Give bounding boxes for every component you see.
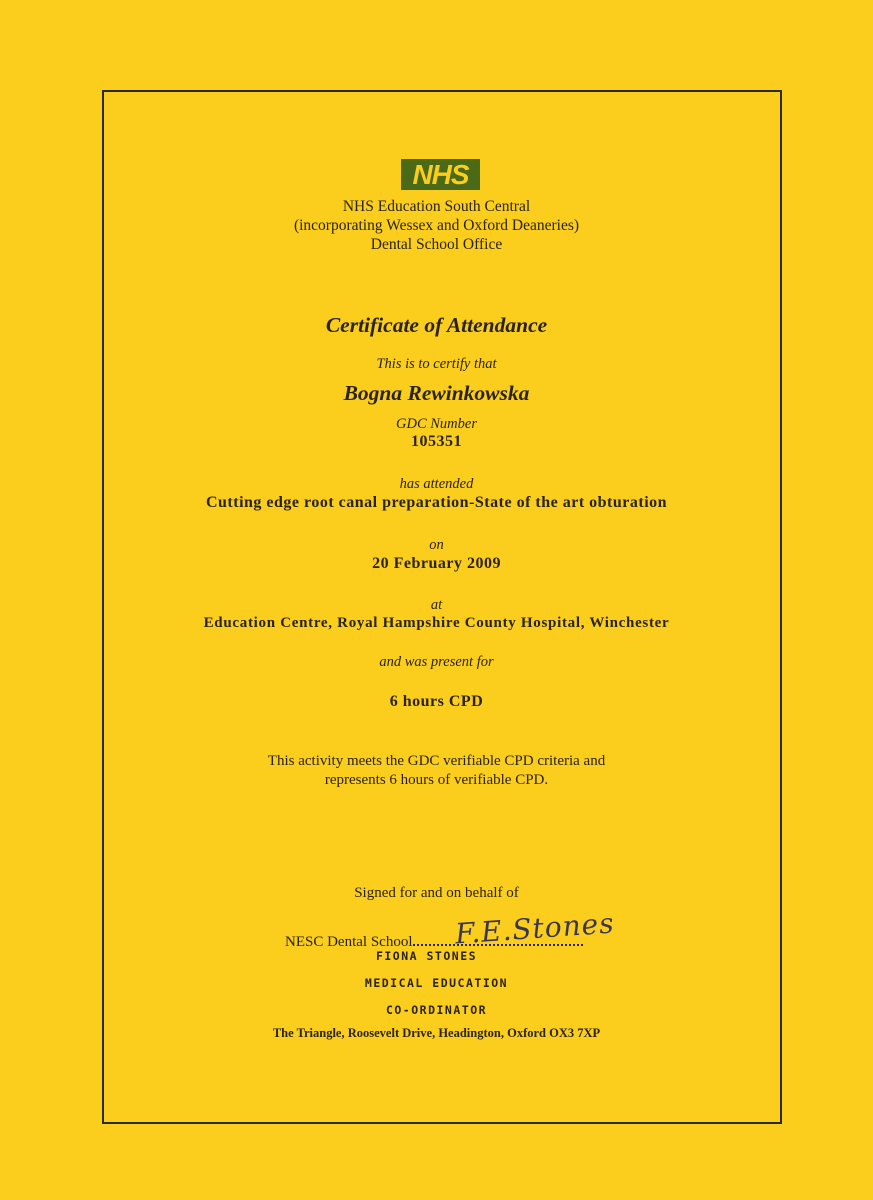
venue: Education Centre, Royal Hampshire County Hospital, Winchester xyxy=(203,615,670,631)
on-label: on xyxy=(429,537,444,553)
event-date: 20 February 2009 xyxy=(372,555,501,572)
org-name: NHS Education South Central xyxy=(342,198,531,215)
office-address: The Triangle, Roosevelt Drive, Headington, Oxford OX3 7XP xyxy=(272,1026,601,1040)
gdc-number: 105351 xyxy=(411,433,462,450)
handwritten-signature: F.E.Stones xyxy=(454,906,616,951)
org-office: Dental School Office xyxy=(370,236,503,253)
nhs-logo: NHS xyxy=(401,159,480,190)
at-label: at xyxy=(430,597,443,613)
stamp-role-line1: MEDICAL EDUCATION xyxy=(364,976,509,990)
recipient-name: Bogna Rewinkowska xyxy=(343,381,530,405)
school-name: NESC Dental School xyxy=(285,934,413,950)
cpd-hours: 6 hours CPD xyxy=(389,693,484,710)
present-label: and was present for xyxy=(379,654,494,670)
cpd-statement-line2: represents 6 hours of verifiable CPD. xyxy=(324,772,549,788)
gdc-label: GDC Number xyxy=(396,416,477,432)
signed-for-label: Signed for and on behalf of xyxy=(354,885,519,901)
org-subtitle: (incorporating Wessex and Oxford Deaneries) xyxy=(293,217,580,234)
stamp-role-line2: CO-ORDINATOR xyxy=(385,1003,488,1017)
cpd-statement-line1: This activity meets the GDC verifiable CPD criteria and xyxy=(267,753,606,769)
certificate-title: Certificate of Attendance xyxy=(325,313,548,337)
attended-label: has attended xyxy=(399,476,474,492)
certify-text: This is to certify that xyxy=(376,356,497,372)
stamp-name: FIONA STONES xyxy=(375,949,478,963)
course-title: Cutting edge root canal preparation-State of the art obturation xyxy=(205,494,668,511)
